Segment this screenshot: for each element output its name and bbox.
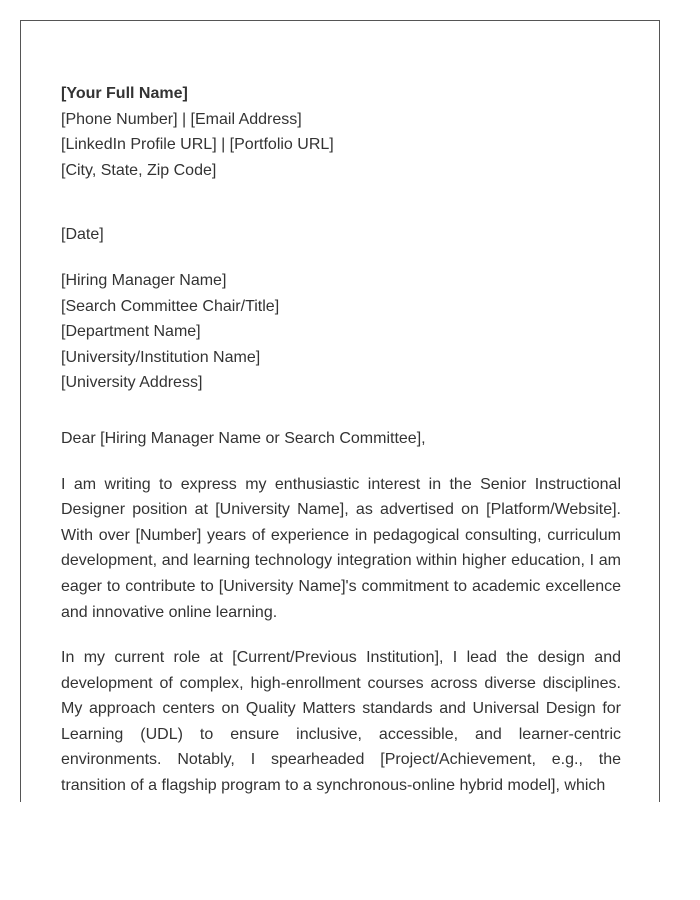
body-paragraph-2: In my current role at [Current/Previous Institution], I lead the design and development of complex, high-enrollment courses across diverse disciplines. My approach centers on Quality Matters standards and Universal Design for Learning (UDL) to ensure inclusive, accessible, and learner-centric environments. Notably, I spearheaded [Project/Achievement, e.g., the transition of a flagship program to a synchronous-online hybrid model], which <box>61 649 621 795</box>
recipient-institution: [University/Institution Name] <box>61 348 261 366</box>
recipient-block <box>61 268 621 396</box>
recipient-address: [University Address] <box>61 374 203 392</box>
body-paragraph-1: I am writing to express my enthusiastic interest in the Senior Instructional Designer position at [University Name], as advertised on [Platform/Website]. With over [Number] years of experience in pedagogical consulting, curriculum development, and learning technology integration within higher education, I am eager to contribute to [University Name]'s commitment to academic excellence and innovative online learning. <box>61 475 621 621</box>
sender-contact-line-1: [Phone Number] | [Email Address] <box>61 110 302 128</box>
recipient-department: [Department Name] <box>61 323 201 341</box>
letter-date: [Date] <box>61 226 104 244</box>
letter-page <box>20 20 660 802</box>
sender-location: [City, State, Zip Code] <box>61 161 217 179</box>
sender-block <box>61 81 621 183</box>
recipient-name: [Hiring Manager Name] <box>61 271 227 289</box>
date-block <box>61 222 621 248</box>
salutation-text: Dear [Hiring Manager Name or Search Committee], <box>61 429 426 447</box>
recipient-title: [Search Committee Chair/Title] <box>61 297 280 315</box>
letter-content <box>61 81 621 799</box>
salutation <box>61 426 621 452</box>
sender-contact-line-2: [LinkedIn Profile URL] | [Portfolio URL] <box>61 136 334 154</box>
sender-name: [Your Full Name] <box>61 85 188 102</box>
